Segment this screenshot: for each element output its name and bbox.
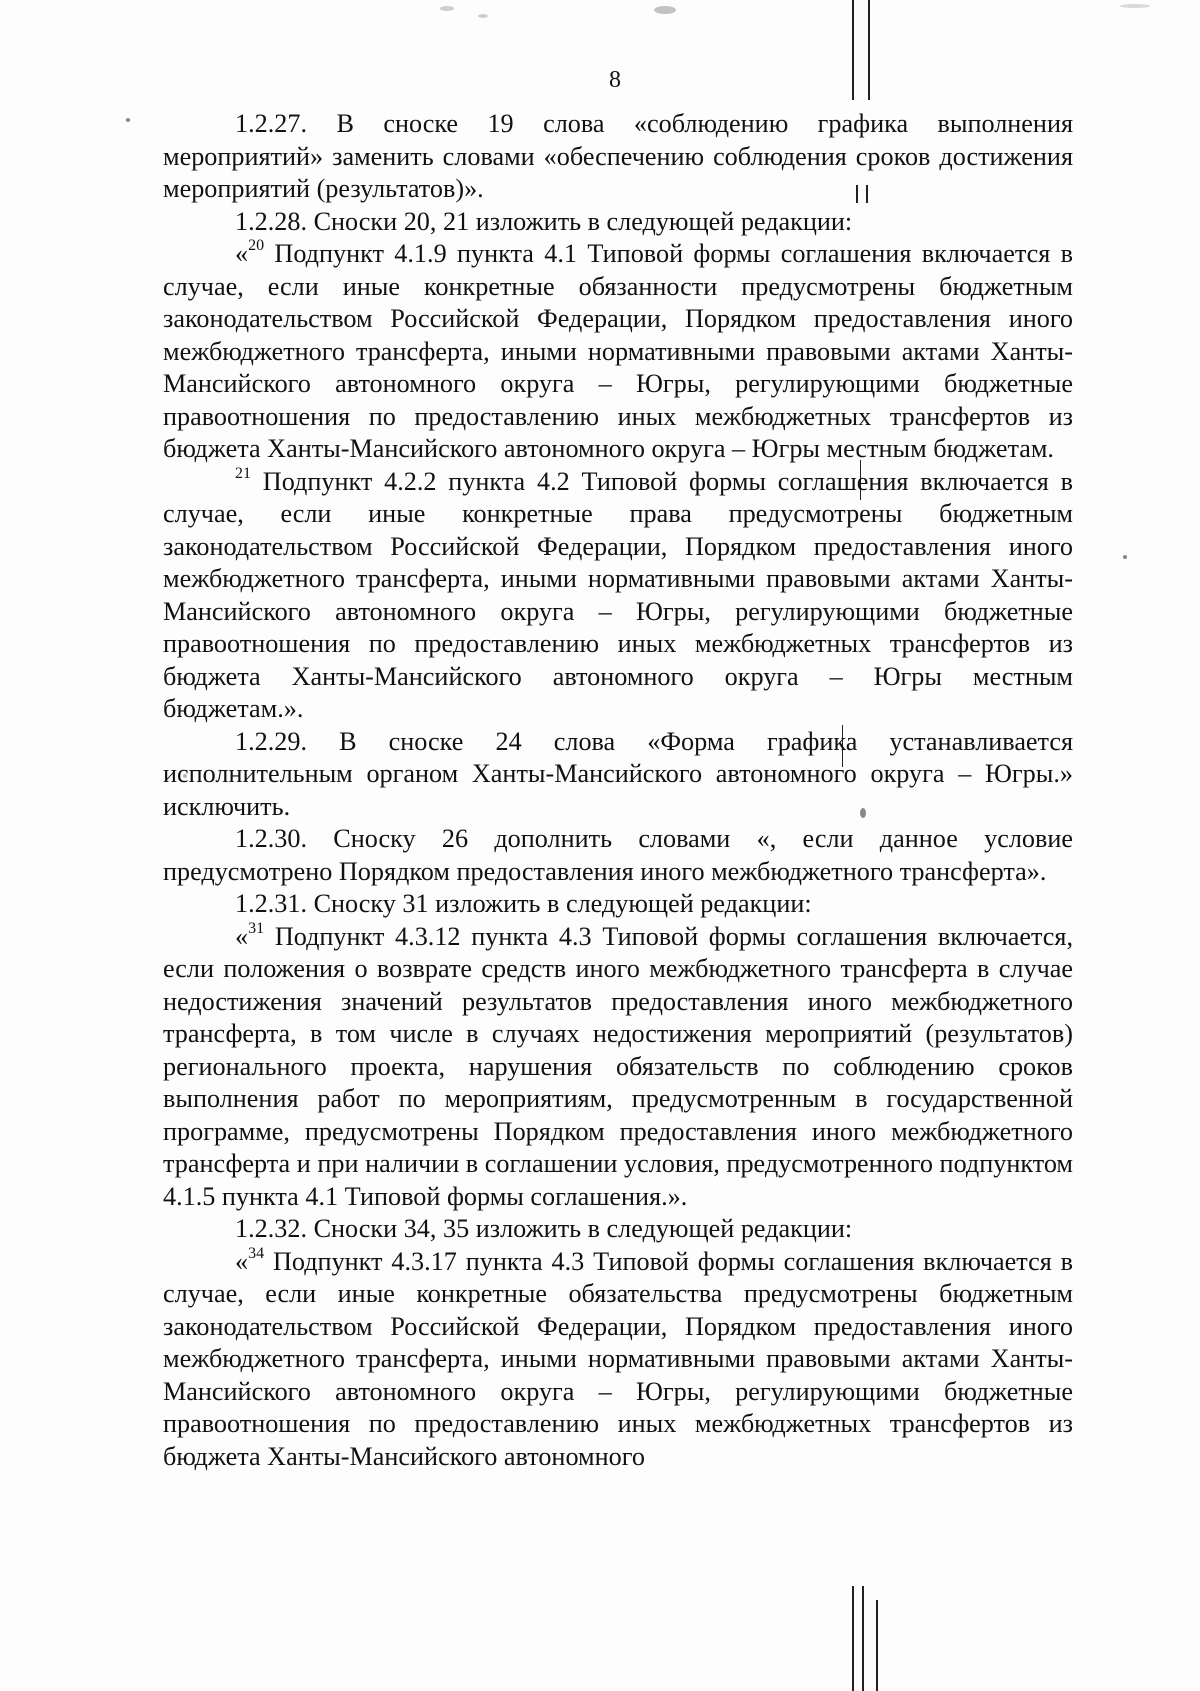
page-number: 8 (609, 67, 621, 93)
paragraph: 1.2.27. В сноске 19 слова «соблюдению графика выполнения мероприятий» заменить словами «обеспечению соблюдения сроков достижения мероприятий (результатов)». (163, 109, 1073, 203)
scan-artifact-speck (1120, 4, 1150, 8)
scan-artifact-speck (126, 118, 130, 122)
footnote-21-paragraph: $^{21}$ Подпункт 4.2.2 пункта 4.2 Типовой формы соглашения включается в случае, если иные конкретные права предусмотрены бюджетным законодательством Российской Федерации, Порядком предоставления иного межбюджетного трансферта, иными нормативными правовыми актами Ханты-Мансийского автономного округа – Югры, регулирующими бюджетные правоотношения по предоставлению иных межбюджетных трансфертов из бюджета Ханты-Мансийского автономного округа – Югры местным бюджетам.». (163, 464, 1073, 723)
scan-artifact-speck (478, 14, 488, 18)
footnote-marker: 31 (248, 919, 265, 937)
scan-artifact-line (876, 1600, 878, 1691)
paragraph: 1.2.29. В сноске 24 слова «Форма графика устанавливается исполнительным органом Ханты-Мансийского автономного округа – Югры.» исключить. (163, 726, 1073, 821)
footnote-20-paragraph: «$^{20}$ Подпункт 4.1.9 пункта 4.1 Типовой формы соглашения включается в случае, если иные конкретные обязанности предусмотрены бюджетным законодательством Российской Федерации, Порядком предоставления иного межбюджетного трансферта, иными нормативными правовыми актами Ханты-Мансийского автономного округа – Югры, регулирующими бюджетные правоотношения по предоставлению иных межбюджетных трансфертов из бюджета Ханты-Мансийского автономного округа – Югры местным бюджетам. (163, 237, 1073, 463)
scan-artifact-line (852, 1586, 854, 1691)
paragraph: 1.2.32. Сноски 34, 35 изложить в следующей редакции: (235, 1214, 853, 1243)
footnote-marker: 34 (248, 1244, 265, 1262)
footnote-marker: 20 (248, 237, 265, 255)
scan-artifact-speck (654, 6, 676, 14)
footnote-31-paragraph: «$^{31}$ Подпункт 4.3.12 пункта 4.3 Типовой формы соглашения включается, если положения о возврате средств иного межбюджетного трансферта в случае недостижения значений результатов предоставления иного межбюджетного трансферта, в том числе в случаях недостижения мероприятий (результатов) регионального проекта, нарушения обязательств по соблюдению сроков выполнения работ по мероприятиям, предусмотренным в государственной программе, предусмотрены Порядком предоставления иного межбюджетного трансферта и при наличии в соглашении условия, предусмотренного подпунктом 4.1.5 пункта 4.1 Типовой формы соглашения.». (163, 919, 1073, 1211)
paragraph: 1.2.28. Сноски 20, 21 изложить в следующей редакции: (235, 206, 853, 236)
scan-artifact-line (862, 1586, 864, 1691)
scan-artifact-speck (440, 6, 454, 11)
paragraph: 1.2.30. Сноску 26 дополнить словами «, если данное условие предусмотрено Порядком предоставления иного межбюджетного трансферта». (163, 824, 1073, 886)
paragraph: 1.2.31. Сноску 31 изложить в следующей редакции: (235, 889, 812, 918)
document-body (163, 108, 1073, 1473)
scan-artifact-speck (1123, 555, 1127, 559)
footnote-34-paragraph: «$^{34}$ Подпункт 4.3.17 пункта 4.3 Типовой формы соглашения включается в случае, если иные конкретные обязательства предусмотрены бюджетным законодательством Российской Федерации, Порядком предоставления иного межбюджетного трансферта, иными нормативными правовыми актами Ханты-Мансийского автономного округа – Югры, регулирующими бюджетные правоотношения по предоставлению иных межбюджетных трансфертов из бюджета Ханты-Мансийского автономного (163, 1244, 1073, 1471)
footnote-marker: 21 (235, 464, 251, 482)
